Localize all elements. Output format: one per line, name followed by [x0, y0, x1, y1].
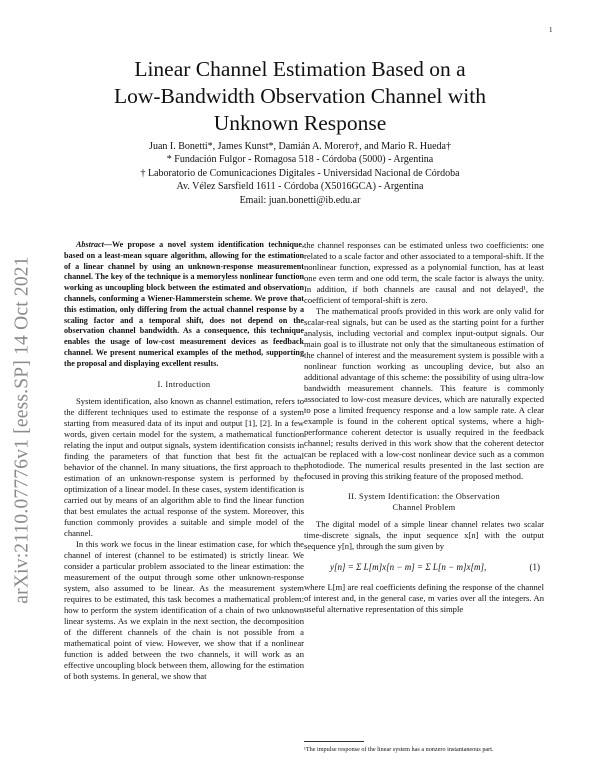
equation-1: [304, 558, 544, 576]
paper-title: [60, 56, 540, 137]
page-number: 1: [549, 26, 553, 34]
body-paragraph: The digital model of a simple linear channel relates two scalar time-discrete signals, the input sequence x[n] with the output sequence y[n], through the sum given by: [304, 519, 544, 551]
body-paragraph: the channel responses can be estimated unless two coefficients: one related to a scale factor and other associated to a temporal-shift. If the nonlinear function, expressed as a polynomial function, has at least one even term and one odd term, the scale factor is always the unity. In addition, if both channels are causal and not delayed¹, the coefficient of temporal-shift is zero.: [304, 240, 544, 305]
right-column: [304, 240, 544, 615]
left-column: [64, 240, 304, 682]
section-heading: [304, 491, 544, 513]
title-line: Unknown Response: [213, 111, 387, 135]
author-block: [60, 140, 540, 207]
footnote: [304, 741, 544, 754]
abstract-label: Abstract—: [76, 240, 112, 249]
affiliation-line: Av. Vélez Sarsfield 1611 - Córdoba (X5016GCA) - Argentina: [176, 181, 424, 193]
body-paragraph: The mathematical proofs provided in this work are only valid for scalar-real signals, but can be used as the starting point for a further analysis, including vectorial and complex input-output signals. Our main goal is to illustrate not only that the simultaneous estimation of the channel of interest and the measurement system is possible with a nonlinear function working as uncoupling device, but also an additional advantage of this scheme: the possibility of using ultra-low bandwidth measurement channels. This feature is commonly associated to low-cost measure devices, which are naturally expected to pose a limited frequency response and a low sample rate. A clear example is found in the coherent optical systems, where a high-performance coherent detector is usually required in the feedback channel; results derived in this work show that the coherent detector can be replaced with a low-cost nonlinear device such as a common photodiode. The numerical results presented in the last section are focused in proving this striking feature of the proposed method.: [304, 306, 544, 481]
footnote-rule: [304, 741, 364, 742]
footnote-text: ¹The impulse response of the linear system has a nonzero instantaneous part.: [304, 746, 494, 753]
author-names: Juan I. Bonetti*, James Kunst*, Damián A. Morero†, and Mario R. Hueda†: [149, 141, 451, 152]
section-1-title: I. Introduction: [157, 379, 211, 389]
title-line: Low-Bandwidth Observation Channel with: [113, 84, 486, 108]
affiliation-line: * Fundación Fulgor - Romagosa 518 - Córdoba (5000) - Argentina: [166, 154, 434, 166]
section-2-title-line: II. System Identification: the Observation: [348, 492, 500, 501]
title-line: Linear Channel Estimation Based on a: [134, 57, 466, 81]
equation-body: y[n] = Σ L[m]x[n − m] = Σ L[n − m]x[m],: [330, 561, 487, 572]
arxiv-identifier: arXiv:2110.07776v1 [eess.SP] 14 Oct 2021: [12, 256, 34, 604]
arxiv-stamp: [3, 190, 43, 670]
body-paragraph: System identification, also known as channel estimation, refers to the different techniques used to estimate the response of a system starting from measured data of its input and output [1], [2]. In a few words, given certain model for the system, a mathematical function relating the input and output signals, system identification consists in finding the parameters of that function that best fit the actual behavior of the channel. In many situations, the first approach to the estimation of an unknown-response system is performed by the optimization of a linear model. In these cases, system identification is carried out by means of an algorithm able to find the linear function that best emulates the actual response of the system. Moreover, this function commonly provides a suitable and simple model of the channel.: [64, 395, 304, 538]
equation-number: (1): [529, 561, 540, 572]
section-heading: [64, 379, 304, 390]
body-paragraph: where L[m] are real coefficients defining the response of the channel of interest and, in the general case, m varies over all the integers. An useful alternative representation of this simple: [304, 582, 544, 614]
body-paragraph: In this work we focus in the linear estimation case, for which the channel of interest (channel to be estimated) is strictly linear. We consider a particular problem associated to the linear estimation: the measurement of the output through some other unknown-response system, also assumed to be linear. As the measurement system requires to be estimated, this task becomes a mathematical problem: how to perform the system identification of a chain of two unknown linear systems. As we explain in the next section, the decomposition of the different channels of the chain is not possible from a mathematical point of view. However, we show that if a nonlinear function is added between the two channels, it will work as an effective uncoupling block between them, allowing for the estimation of both systems. In general, we show that: [64, 538, 304, 681]
affiliation-line: † Laboratorio de Comunicaciones Digitales - Universidad Nacional de Córdoba: [140, 167, 460, 179]
author-email: Email: juan.bonetti@ib.edu.ar: [239, 194, 361, 206]
abstract-text: We propose a novel system identification technique, based on a least-mean square algorithm, allowing for the estimation of a linear channel by using an unknown-response measurement channel. The key of the technique is a memoryless nonlinear function working as uncoupling block between the estimated and observation channels, conforming a Wiener-Hammerstein scheme. We prove that this estimation, only differing from the actual channel response by a scaling factor and a temporal shift, does not depend on the observation channel bandwidth. As a consequence, this technique enables the usage of low-cost measurement devices as feedback channel. We present numerical examples of the method, supporting the proposal and displaying excellent results.: [64, 240, 304, 368]
abstract: [64, 240, 304, 370]
section-2-title-line: Channel Problem: [392, 503, 456, 512]
